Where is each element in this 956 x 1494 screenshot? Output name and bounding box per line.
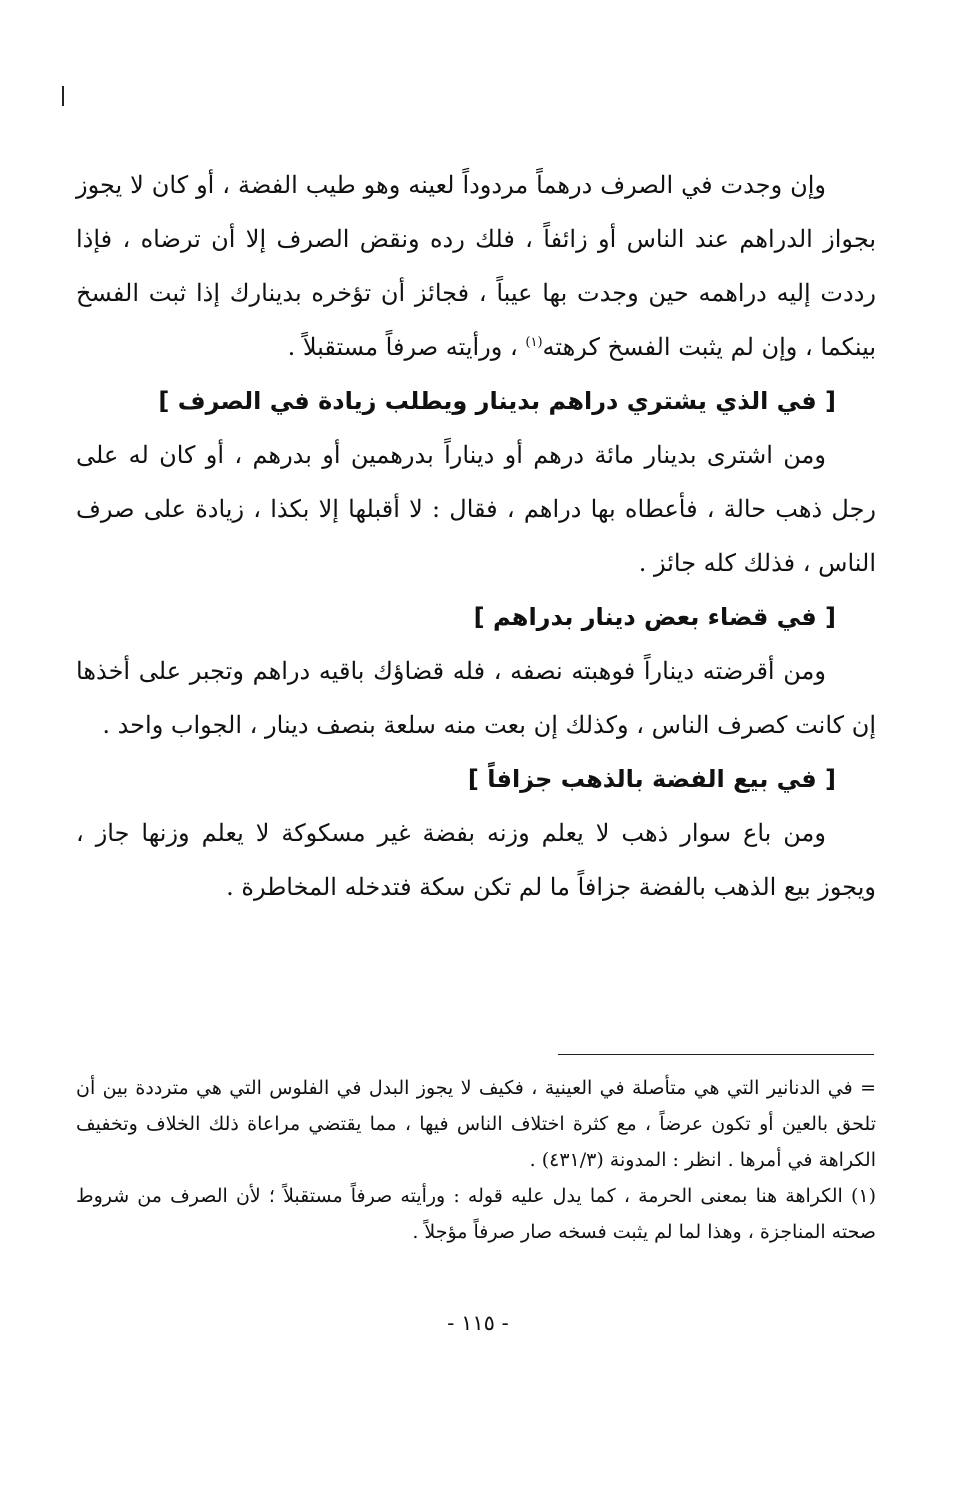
footnote-continued: = في الدنانير التي هي متأصلة في العينية ، فكيف لا يجوز البدل في الفلوس التي هي مترددة بين أن تلحق بالعين أو تكون عرضاً ، مع كثرة اختلاف الناس فيها ، مما يقتضي مراعاة ذلك الخلاف وتخفيف الكراهة في أمرها . انظر : المدونة (٤٣١/٣) . bbox=[76, 1077, 876, 1171]
main-text bbox=[76, 158, 876, 914]
footnote-separator bbox=[558, 1054, 874, 1055]
paragraph-1-text: وإن وجدت في الصرف درهماً مردوداً لعينه وهو طيب الفضة ، أو كان لا يجوز بجواز الدراهم عند الناس أو زائفاً ، فلك رده ونقض الصرف إلا أن ترضاه ، فإذا رددت إليه دراهمه حين وجدت بها عيباً ، فجائز أن تؤخره بدينارك إذا ثبت الفسخ بينكما ، وإن لم يثبت الفسخ كرهته bbox=[76, 171, 876, 361]
footnotes bbox=[76, 1070, 876, 1250]
footnote-1: (١) الكراهة هنا بمعنى الحرمة ، كما يدل عليه قوله : ورأيته صرفاً مستقبلاً ؛ لأن الصرف من شروط صحته المناجزة ، وهذا لما لم يثبت فسخه صار صرفاً مؤجلاً . bbox=[76, 1185, 876, 1243]
section-heading-1: [ في الذي يشتري دراهم بدينار ويطلب زيادة في الصرف ] bbox=[158, 387, 836, 415]
paragraph-2: ومن اشترى بدينار مائة درهم أو ديناراً بدرهمين أو بدرهم ، أو كان له على رجل ذهب حالة ، فأعطاه بها دراهم ، فقال : لا أقبلها إلا بكذا ، زيادة على صرف الناس ، فذلك كله جائز . bbox=[76, 441, 876, 577]
margin-mark bbox=[62, 86, 64, 106]
page-number: - ١١٥ - bbox=[447, 1311, 509, 1335]
paragraph-3: ومن أقرضته ديناراً فوهبته نصفه ، فله قضاؤك باقيه دراهم وتجبر على أخذها إن كانت كصرف الناس ، وكذلك إن بعت منه سلعة بنصف دينار ، الجواب واحد . bbox=[76, 657, 876, 739]
paragraph-1 bbox=[76, 158, 876, 374]
paragraph-4: ومن باع سوار ذهب لا يعلم وزنه بفضة غير مسكوكة لا يعلم وزنها جاز ، ويجوز بيع الذهب بالفضة جزافاً ما لم تكن سكة فتدخله المخاطرة . bbox=[76, 819, 876, 901]
section-heading-3: [ في بيع الفضة بالذهب جزافاً ] bbox=[467, 765, 836, 793]
footnote-ref-1[interactable]: (١) bbox=[525, 335, 543, 350]
section-heading-2: [ في قضاء بعض دينار بدراهم ] bbox=[473, 603, 836, 631]
paragraph-1-end: ، ورأيته صرفاً مستقبلاً . bbox=[287, 333, 518, 361]
